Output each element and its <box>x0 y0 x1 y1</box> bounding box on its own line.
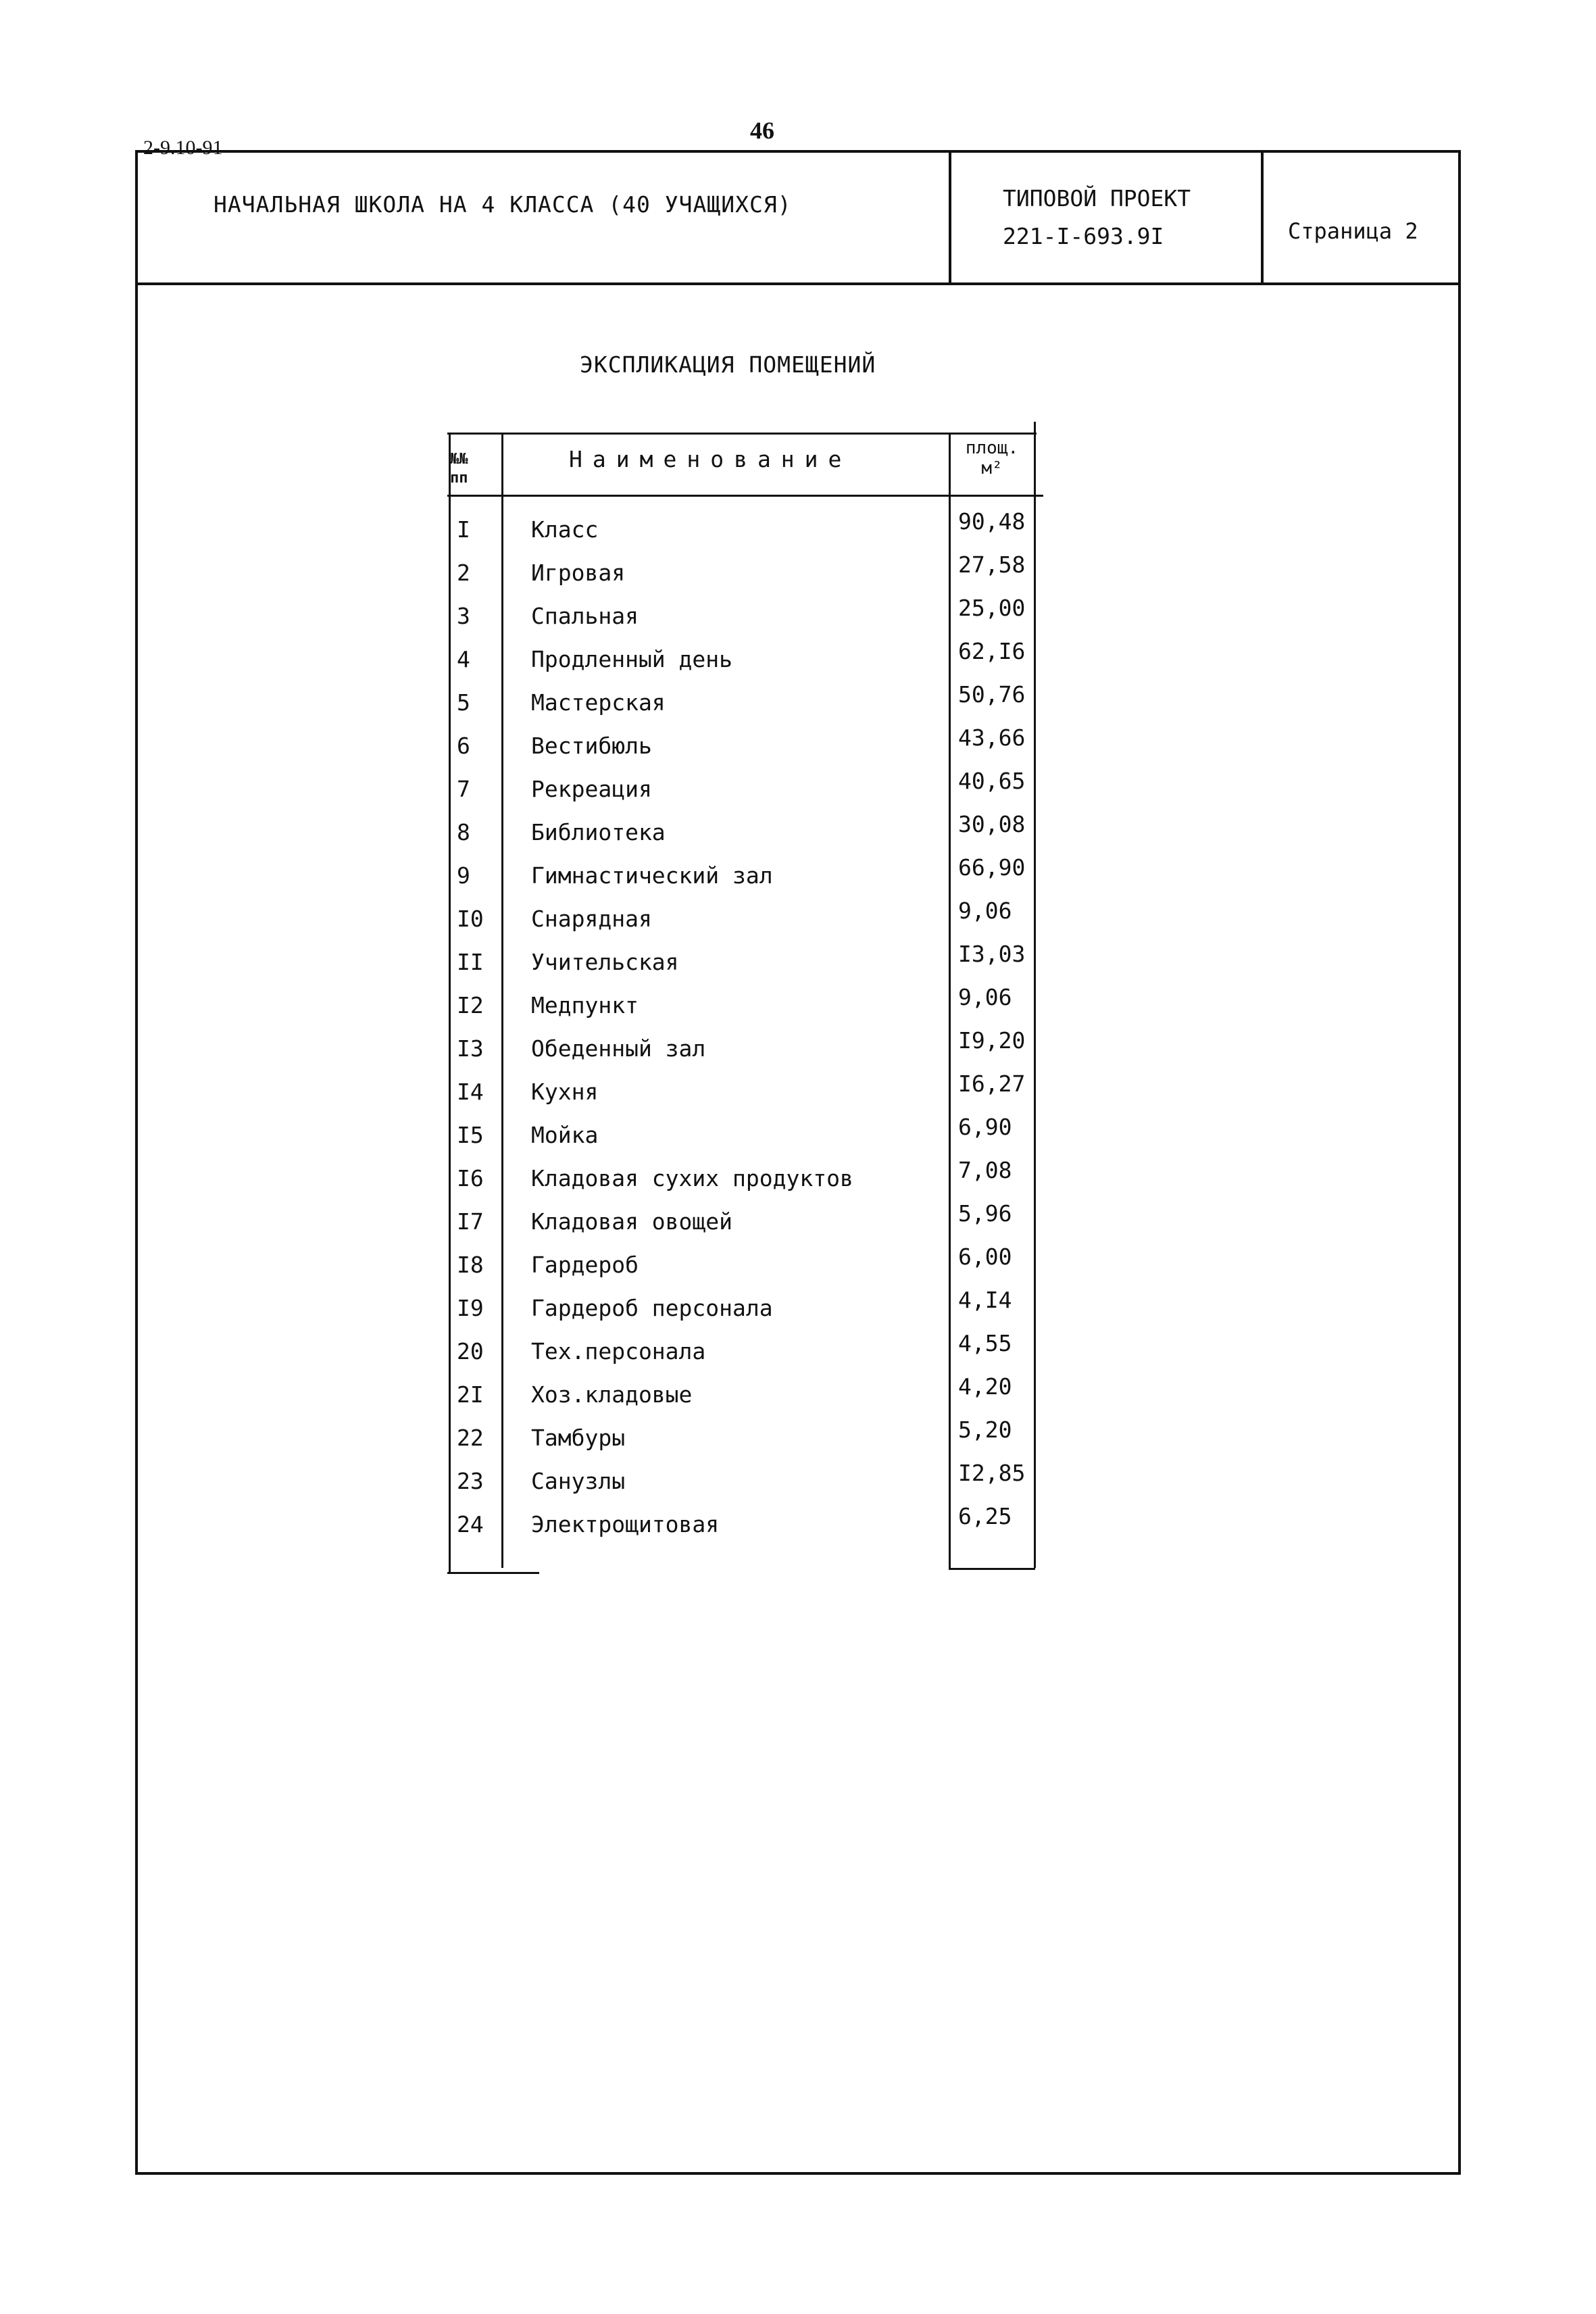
table-row <box>447 1287 1034 1330</box>
room-area: 62,I6 <box>958 638 1026 664</box>
row-number: 8 <box>457 819 470 845</box>
row-number: I9 <box>457 1295 484 1321</box>
room-area: 4,20 <box>958 1373 1012 1400</box>
header-area-line2: м² <box>981 458 1003 478</box>
room-area: I3,03 <box>958 941 1026 967</box>
room-name: Тамбуры <box>531 1425 626 1451</box>
room-name: Кладовая сухих продуктов <box>531 1165 853 1191</box>
table-row <box>447 638 1034 681</box>
table-row <box>447 1373 1034 1417</box>
row-number: I5 <box>457 1122 484 1148</box>
table-row <box>447 681 1034 724</box>
header-number <box>450 450 468 488</box>
room-name: Кладовая овощей <box>531 1208 733 1235</box>
table-row <box>447 1417 1034 1460</box>
room-name: Гимнастический зал <box>531 862 773 889</box>
row-number: I8 <box>457 1252 484 1278</box>
room-area: I6,27 <box>958 1070 1026 1097</box>
project-code-cell <box>949 153 1261 282</box>
room-area: 6,00 <box>958 1244 1012 1270</box>
table-row <box>447 1070 1034 1114</box>
explication-table <box>447 433 1034 1573</box>
room-area: 5,20 <box>958 1417 1012 1443</box>
row-number: II <box>457 949 484 975</box>
row-number: 2I <box>457 1381 484 1408</box>
page-label: Страница 2 <box>1261 153 1458 282</box>
row-number: 3 <box>457 603 470 629</box>
table-bottom-right <box>949 1568 1035 1570</box>
room-name: Снарядная <box>531 906 652 932</box>
room-name: Библиотека <box>531 819 666 845</box>
room-name: Тех.персонала <box>531 1338 706 1364</box>
project-name: НАЧАЛЬНАЯ ШКОЛА НА 4 КЛАССА (40 УЧАЩИХСЯ) <box>214 191 792 218</box>
header-name: Наименование <box>569 446 852 472</box>
room-name: Рекреация <box>531 776 652 802</box>
table-row <box>447 1200 1034 1244</box>
row-number: I <box>457 516 470 543</box>
table-row <box>447 811 1034 854</box>
table-row <box>447 595 1034 638</box>
room-name: Спальная <box>531 603 639 629</box>
room-name: Продленный день <box>531 646 733 672</box>
row-number: 23 <box>457 1468 484 1494</box>
row-number: I3 <box>457 1035 484 1062</box>
room-area: 25,00 <box>958 595 1026 621</box>
room-name: Игровая <box>531 560 626 586</box>
room-name: Мойка <box>531 1122 599 1148</box>
project-code: 221-I-693.9I <box>1003 223 1164 249</box>
row-number: I2 <box>457 992 484 1018</box>
table-top-border <box>447 433 1037 435</box>
room-area: 6,25 <box>958 1503 1012 1529</box>
row-number: I6 <box>457 1165 484 1191</box>
header-area-line1: площ. <box>965 438 1019 458</box>
header-area <box>958 438 1026 478</box>
table-row <box>447 1460 1034 1503</box>
table-bottom-left <box>447 1572 539 1574</box>
row-number: I4 <box>457 1079 484 1105</box>
room-area: 7,08 <box>958 1157 1012 1183</box>
room-name: Гардероб <box>531 1252 639 1278</box>
table-row <box>447 551 1034 595</box>
table-row <box>447 897 1034 941</box>
row-number: 6 <box>457 733 470 759</box>
row-number: 22 <box>457 1425 484 1451</box>
header-number-line2: пп <box>450 470 468 487</box>
room-area: 4,55 <box>958 1330 1012 1356</box>
room-name: Электрощитовая <box>531 1511 720 1537</box>
room-name: Обеденный зал <box>531 1035 706 1062</box>
table-row <box>447 984 1034 1027</box>
room-name: Хоз.кладовые <box>531 1381 693 1408</box>
table-row <box>447 508 1034 551</box>
page-number: 46 <box>750 117 774 144</box>
table-body <box>447 508 1034 1546</box>
row-number: 20 <box>457 1338 484 1364</box>
room-area: 9,06 <box>958 897 1012 924</box>
room-name: Медпункт <box>531 992 639 1018</box>
table-row <box>447 941 1034 984</box>
room-name: Класс <box>531 516 599 543</box>
room-area: 40,65 <box>958 768 1026 794</box>
row-number: I0 <box>457 906 484 932</box>
project-type-label: ТИПОВОЙ ПРОЕКТ <box>1003 185 1191 212</box>
table-row <box>447 1114 1034 1157</box>
table-row <box>447 1157 1034 1200</box>
room-name: Гардероб персонала <box>531 1295 773 1321</box>
room-name: Мастерская <box>531 689 666 716</box>
table-row <box>447 1244 1034 1287</box>
row-number: 5 <box>457 689 470 716</box>
room-area: 9,06 <box>958 984 1012 1010</box>
explication-title: ЭКСПЛИКАЦИЯ ПОМЕЩЕНИЙ <box>580 351 876 378</box>
room-area: I2,85 <box>958 1460 1026 1486</box>
table-row <box>447 1330 1034 1373</box>
table-header-divider <box>447 495 1043 497</box>
room-area: 90,48 <box>958 508 1026 535</box>
row-number: 24 <box>457 1511 484 1537</box>
table-right-border <box>1034 422 1036 1568</box>
table-row <box>447 768 1034 811</box>
row-number: 2 <box>457 560 470 586</box>
room-name: Вестибюль <box>531 733 652 759</box>
title-block <box>138 153 1458 285</box>
room-area: 30,08 <box>958 811 1026 837</box>
room-area: 4,I4 <box>958 1287 1012 1313</box>
room-name: Учительская <box>531 949 679 975</box>
row-number: 7 <box>457 776 470 802</box>
table-row <box>447 1027 1034 1070</box>
room-name: Санузлы <box>531 1468 626 1494</box>
header-number-line1: №№ <box>450 451 468 468</box>
room-name: Кухня <box>531 1079 599 1105</box>
room-area: 27,58 <box>958 551 1026 578</box>
room-area: 5,96 <box>958 1200 1012 1227</box>
table-row <box>447 724 1034 768</box>
table-row <box>447 854 1034 897</box>
room-area: 43,66 <box>958 724 1026 751</box>
room-area: 50,76 <box>958 681 1026 708</box>
room-area: 6,90 <box>958 1114 1012 1140</box>
room-area: 66,90 <box>958 854 1026 881</box>
row-number: I7 <box>457 1208 484 1235</box>
sheet-stamp: 2-9.10-91 <box>143 137 223 159</box>
table-row <box>447 1503 1034 1546</box>
row-number: 9 <box>457 862 470 889</box>
room-area: I9,20 <box>958 1027 1026 1054</box>
row-number: 4 <box>457 646 470 672</box>
